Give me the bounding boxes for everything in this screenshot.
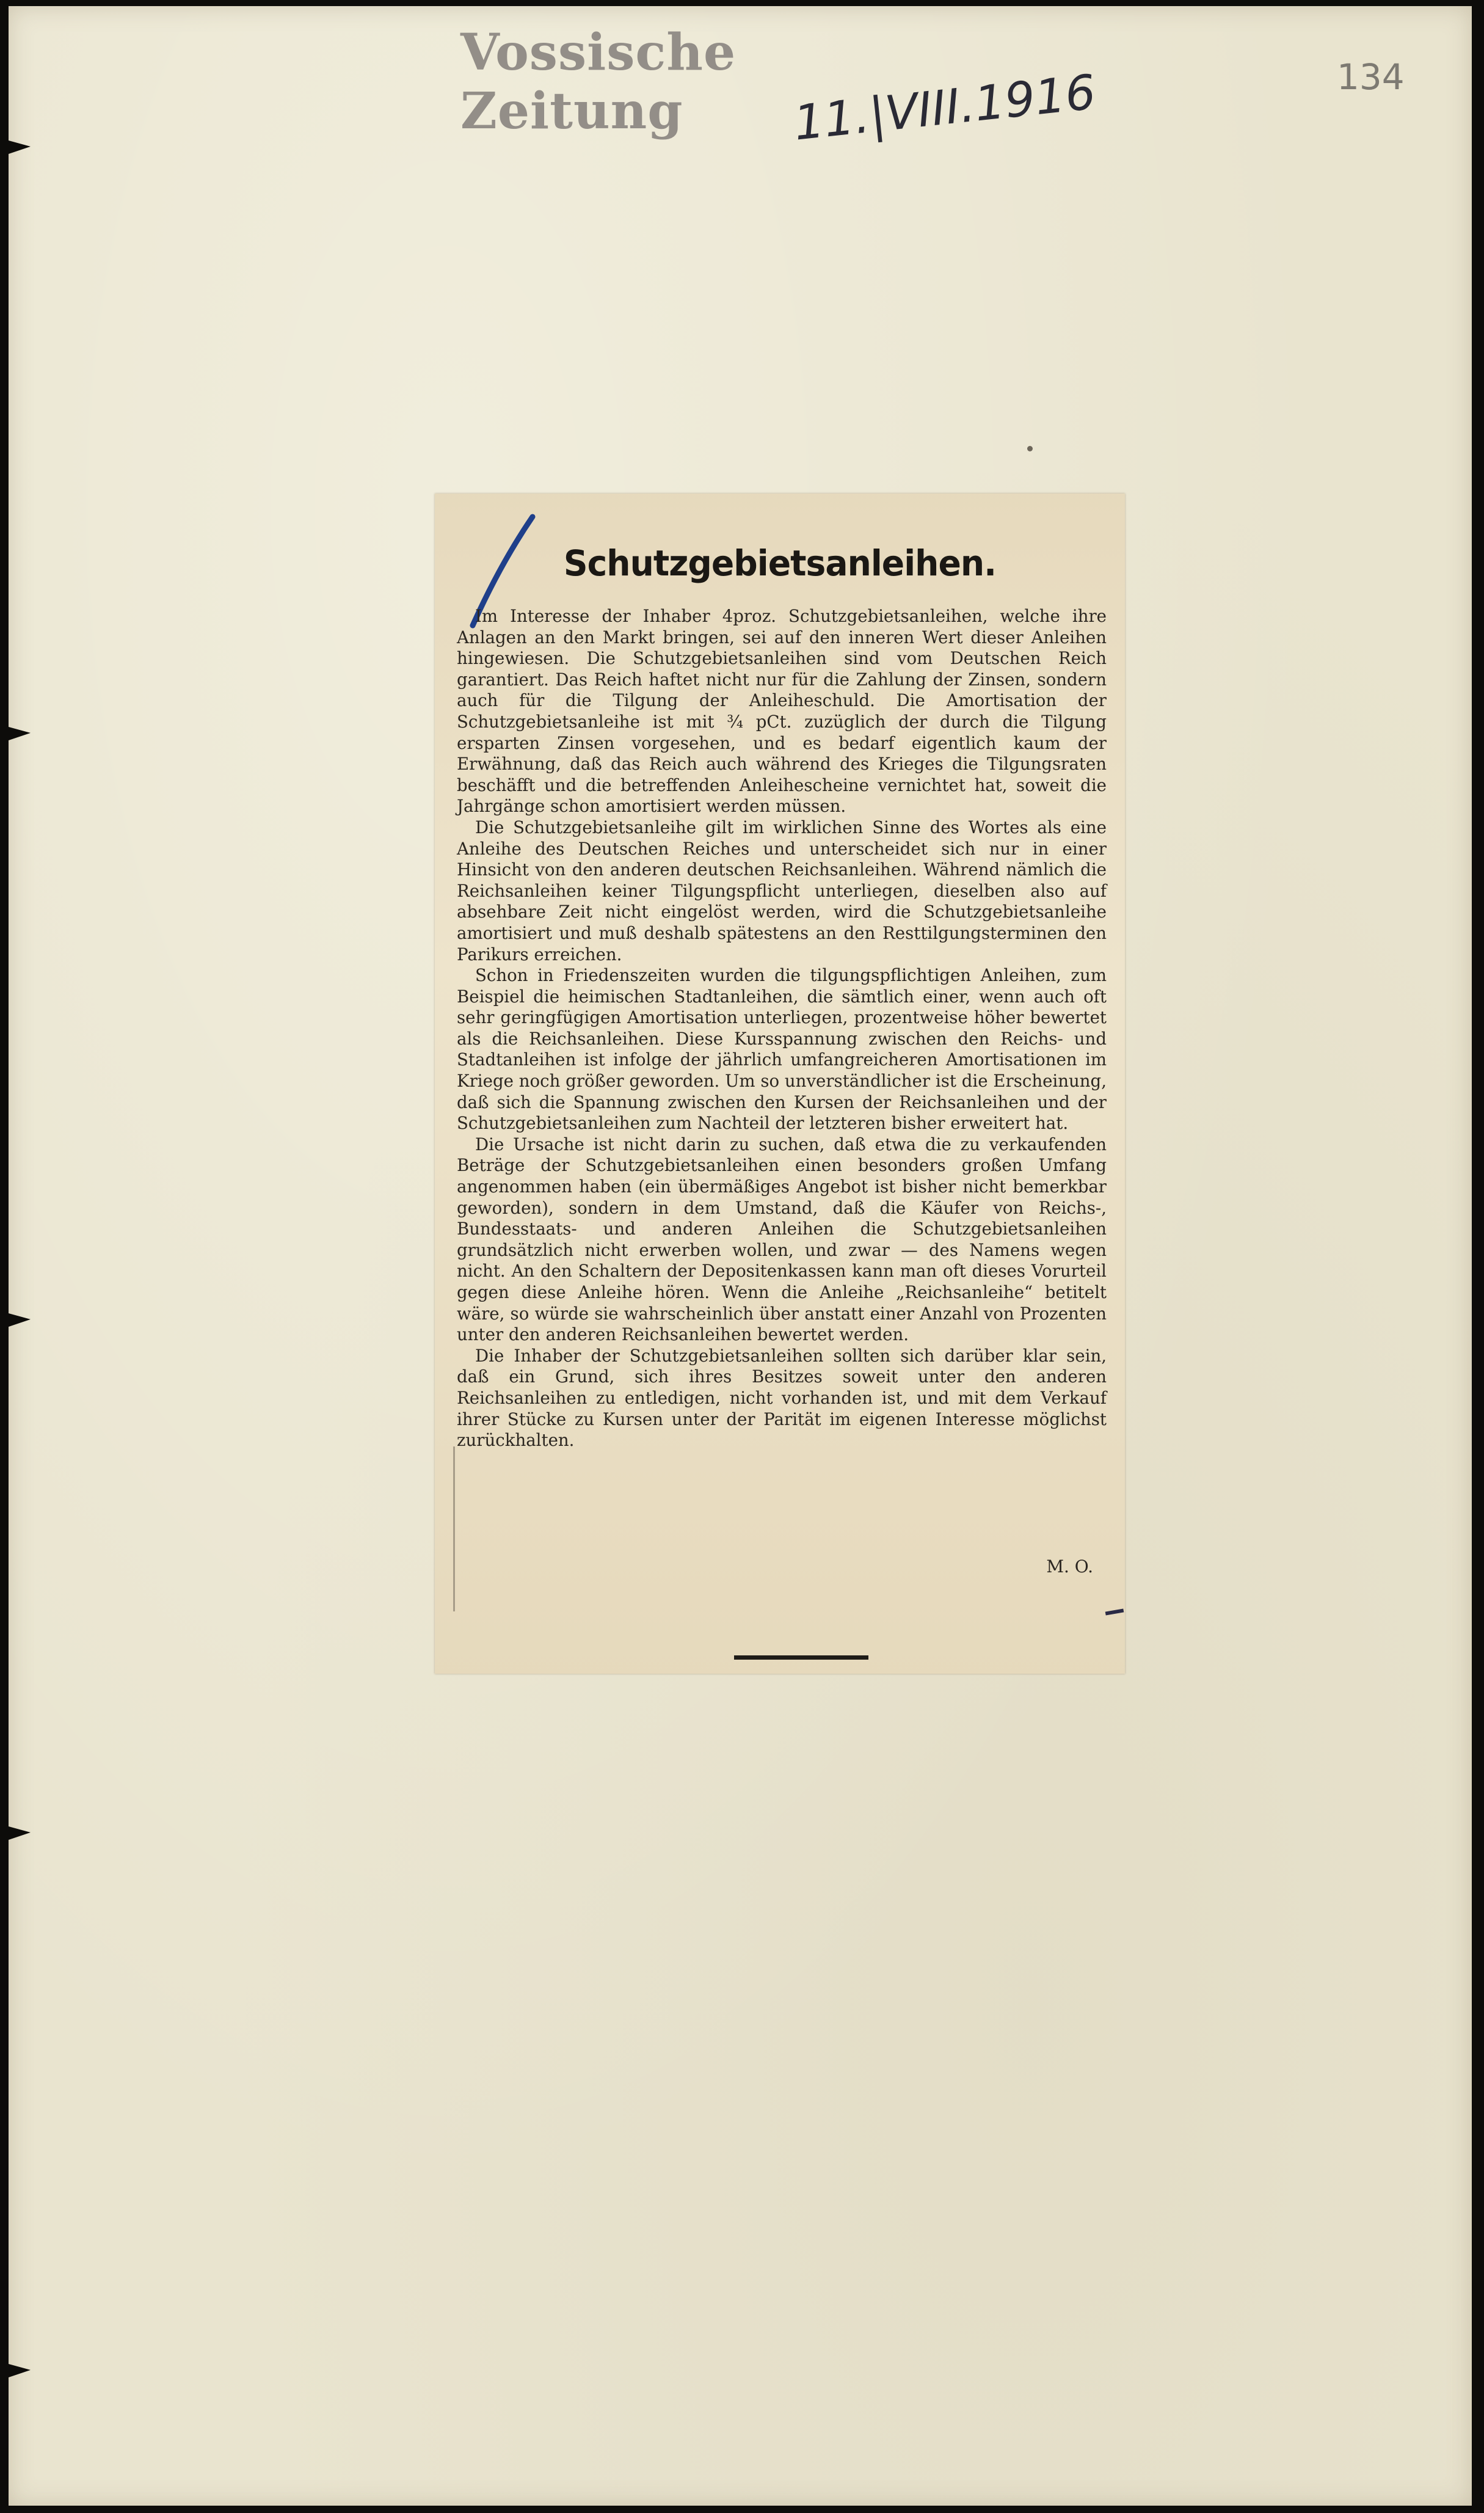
article-paragraph: Die Inhaber der Schutzgebietsanleihen sollten sich darüber klar sein, daß ein Grund, sich ihres Besitzes soweit unter den anderen Reichsanleihen zu entledigen, nicht vorhanden ist, und mit dem Verkauf ihrer Stücke zu Kursen unter der Parität im eigenen Interesse möglichst zurückhalten. xyxy=(457,1345,1107,1451)
tear-mark xyxy=(9,140,31,154)
article-paragraph: Schon in Friedenszeiten wurden die tilgungspflichtigen Anleihen, zum Beispiel die heimischen Stadtanleihen, die sämtlich einer, wenn auch oft sehr geringfügigen Amortisation unterliegen, prozentweise höher bewertet als die Reichsanleihen. Diese Kursspannung zwischen den Reichs- und Stadtanleihen ist infolge der jährlich umfangreicheren Amortisationen im Kriege noch größer geworden. Um so unverständlicher ist die Erscheinung, daß sich die Spannung zwischen den Kursen der Reichsanleihen und der Schutzgebietsanleihen zum Nachteil der letzteren bisher erweitert hat. xyxy=(457,965,1107,1134)
column-rule xyxy=(453,1446,455,1611)
tear-mark xyxy=(9,1313,31,1327)
newspaper-clipping xyxy=(435,494,1125,1674)
article-end-rule xyxy=(734,1655,868,1660)
article-paragraph: Im Interesse der Inhaber 4proz. Schutzgebietsanleihen, welche ihre Anlagen an den Markt bringen, sei auf den inneren Wert dieser Anleihen hingewiesen. Die Schutzgebietsanleihen sind vom Deutschen Reich garantiert. Das Reich haftet nicht nur für die Zahlung der Zinsen, sondern auch für die Tilgung der Anleiheschuld. Die Amortisation der Schutzgebietsanleihe ist mit ¾ pCt. zuzüglich der durch die Tilgung ersparten Zinsen vorgesehen, und es bedarf eigentlich kaum der Erwähnung, daß das Reich auch während des Krieges die Tilgungsraten beschäfft und die betreffenden Anleihescheine vernichtet hat, soweit die Jahrgänge schon amortisiert werden müssen. xyxy=(457,606,1107,817)
tear-mark xyxy=(9,1826,31,1840)
tear-mark xyxy=(9,727,31,740)
newspaper-stamp: Vossische Zeitung xyxy=(460,23,737,140)
article-body xyxy=(457,606,1107,1451)
article-paragraph: Die Ursache ist nicht darin zu suchen, daß etwa die zu verkaufenden Beträge der Schutzgebietsanleihen einen besonders großen Umfang angenommen haben (ein übermäßiges Angebot ist bisher nicht bemerkbar geworden), sondern in dem Umstand, daß die Käufer von Reichs-, Bundesstaats- und anderen Anleihen die Schutzgebietsanleihen grundsätzlich nicht erwerben wollen, und zwar — des Namens wegen nicht. An den Schaltern der Depositenkassen kann man oft dieses Vorurteil gegen diese Anleihe hören. Wenn die Anleihe „Reichsanleihe“ betitelt wäre, so würde sie wahrscheinlich über anstatt einer Anzahl von Prozenten unter den anderen Reichsanleihen bewertet werden. xyxy=(457,1134,1107,1345)
article-title: Schutzgebietsanleihen. xyxy=(563,542,997,584)
archive-sheet xyxy=(9,6,1472,2506)
author-signature: M. O. xyxy=(1046,1556,1093,1577)
ink-dot xyxy=(1027,446,1033,451)
article-paragraph: Die Schutzgebietsanleihe gilt im wirklichen Sinne des Wortes als eine Anleihe des Deutschen Reiches und unterscheidet sich nur in einer Hinsicht von den anderen deutschen Reichsanleihen. Während nämlich die Reichsanleihen keiner Tilgungspflicht unterliegen, dieselben also auf absehbare Zeit nicht eingelöst werden, wird die Schutzgebietsanleihe amortisiert und muß deshalb spätestens an den Resttilgungsterminen den Parikurs erreichen. xyxy=(457,817,1107,965)
tear-mark xyxy=(9,2364,31,2377)
handwritten-date: 11.|VIII.1916 xyxy=(791,65,1099,151)
page-number: 134 xyxy=(1337,56,1405,98)
blue-pencil-tick xyxy=(1105,1608,1124,1615)
